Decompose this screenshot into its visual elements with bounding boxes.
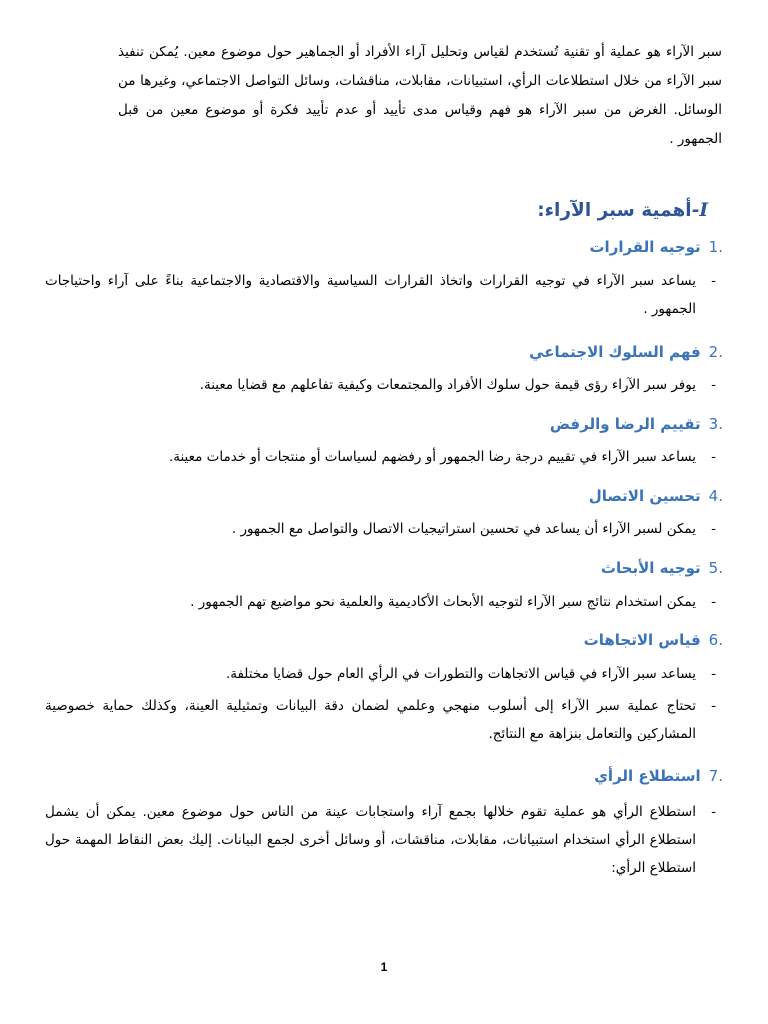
item-title: فهم السلوك الاجتماعي: [529, 343, 701, 361]
item-title: استطلاع الرأي: [594, 767, 701, 785]
item-number: .5: [708, 559, 723, 577]
bullet-text: يمكن لسبر الآراء أن يساعد في تحسين استراتيجيات الاتصال والتواصل مع الجمهور .: [231, 521, 696, 537]
item-heading: [529, 343, 723, 361]
intro-paragraph: سبر الآراء هو عملية أو تقنية تُستخدم لقياس وتحليل آراء الأفراد أو الجماهير حول موضوع معين. يُمكن تنفيذ سبر الآراء من خلال استطلاعات الرأي، استبيانات، مقابلات، مناقشات، وسائل التواصل الاجتماعي، وغيرها من الوسائل. الغرض من سبر الآراء هو فهم وقياس مدى تأييد أو عدم تأييد فكرة أو موضوع معين من قبل الجمهور .: [118, 44, 722, 147]
item-heading: [550, 415, 723, 433]
item-heading: [594, 767, 723, 785]
item-title: توجيه القرارات: [589, 238, 701, 256]
item-heading: [589, 238, 723, 256]
item-title: تحسين الاتصال: [588, 487, 701, 505]
bullet-paragraph: [45, 798, 716, 882]
section-heading: [537, 200, 708, 221]
section-number: I-: [691, 200, 708, 221]
item-number: .1: [708, 238, 723, 256]
bullet-paragraph: [45, 588, 716, 616]
item-number: .7: [708, 767, 723, 785]
bullet-paragraph: [45, 443, 716, 471]
bullet-paragraph: [45, 515, 716, 543]
bullet-text: يمكن استخدام نتائج سبر الآراء لتوجيه الأبحاث الأكاديمية والعلمية نحو مواضيع تهم الجمهور .: [190, 594, 696, 610]
bullet-dash: -: [711, 666, 716, 682]
item-title: تقييم الرضا والرفض: [549, 415, 701, 433]
bullet-text: استطلاع الرأي هو عملية تقوم خلالها بجمع آراء واستجابات عينة من الناس حول موضوع معين. يمكن أن يشمل استطلاع الرأي استخدام استبيانات، مقابلات، مناقشات، أو وسائل أخرى لجمع البيانات. إليك بعض النقاط المهمة حول استطلاع الرأي:: [45, 804, 696, 876]
bullet-dash: -: [711, 804, 716, 820]
section-title: أهمية سبر الآراء:: [537, 200, 692, 221]
item-heading: [584, 631, 723, 649]
bullet-text: يوفر سبر الآراء رؤى قيمة حول سلوك الأفراد والمجتمعات وكيفية تفاعلهم مع قضايا معينة.: [199, 377, 696, 393]
bullet-dash: -: [711, 698, 716, 714]
item-number: .6: [708, 631, 723, 649]
bullet-dash: -: [711, 594, 716, 610]
bullet-text: يساعد سبر الآراء في قياس الاتجاهات والتطورات في الرأي العام حول قضايا مختلفة.: [225, 666, 696, 682]
item-heading: [601, 559, 723, 577]
bullet-text: يساعد سبر الآراء في توجيه القرارات واتخاذ القرارات السياسية والاقتصادية والاجتماعية بناءً على آراء واحتياجات الجمهور .: [45, 273, 696, 317]
bullet-dash: -: [711, 449, 716, 465]
bullet-dash: -: [711, 273, 716, 289]
bullet-text: تحتاج عملية سبر الآراء إلى أسلوب منهجي وعلمي لضمان دقة البيانات وتمثيلية العينة، وكذلك حماية خصوصية المشاركين والتعامل بنزاهة مع النتائج.: [45, 698, 696, 742]
bullet-dash: -: [711, 377, 716, 393]
bullet-paragraph: [45, 371, 716, 399]
item-number: .4: [708, 487, 723, 505]
bullet-dash: -: [711, 521, 716, 537]
page-number: 1: [380, 960, 388, 974]
item-number: .3: [708, 415, 723, 433]
bullet-paragraph: [45, 267, 716, 323]
item-title: توجيه الأبحاث: [600, 559, 701, 577]
bullet-text: يساعد سبر الآراء في تقييم درجة رضا الجمهور أو رفضهم لسياسات أو منتجات أو خدمات معينة.: [168, 449, 696, 465]
bullet-paragraph: [45, 660, 716, 688]
bullet-paragraph: [45, 692, 716, 748]
item-title: قياس الاتجاهات: [583, 631, 701, 649]
item-number: .2: [708, 343, 723, 361]
item-heading: [589, 487, 723, 505]
